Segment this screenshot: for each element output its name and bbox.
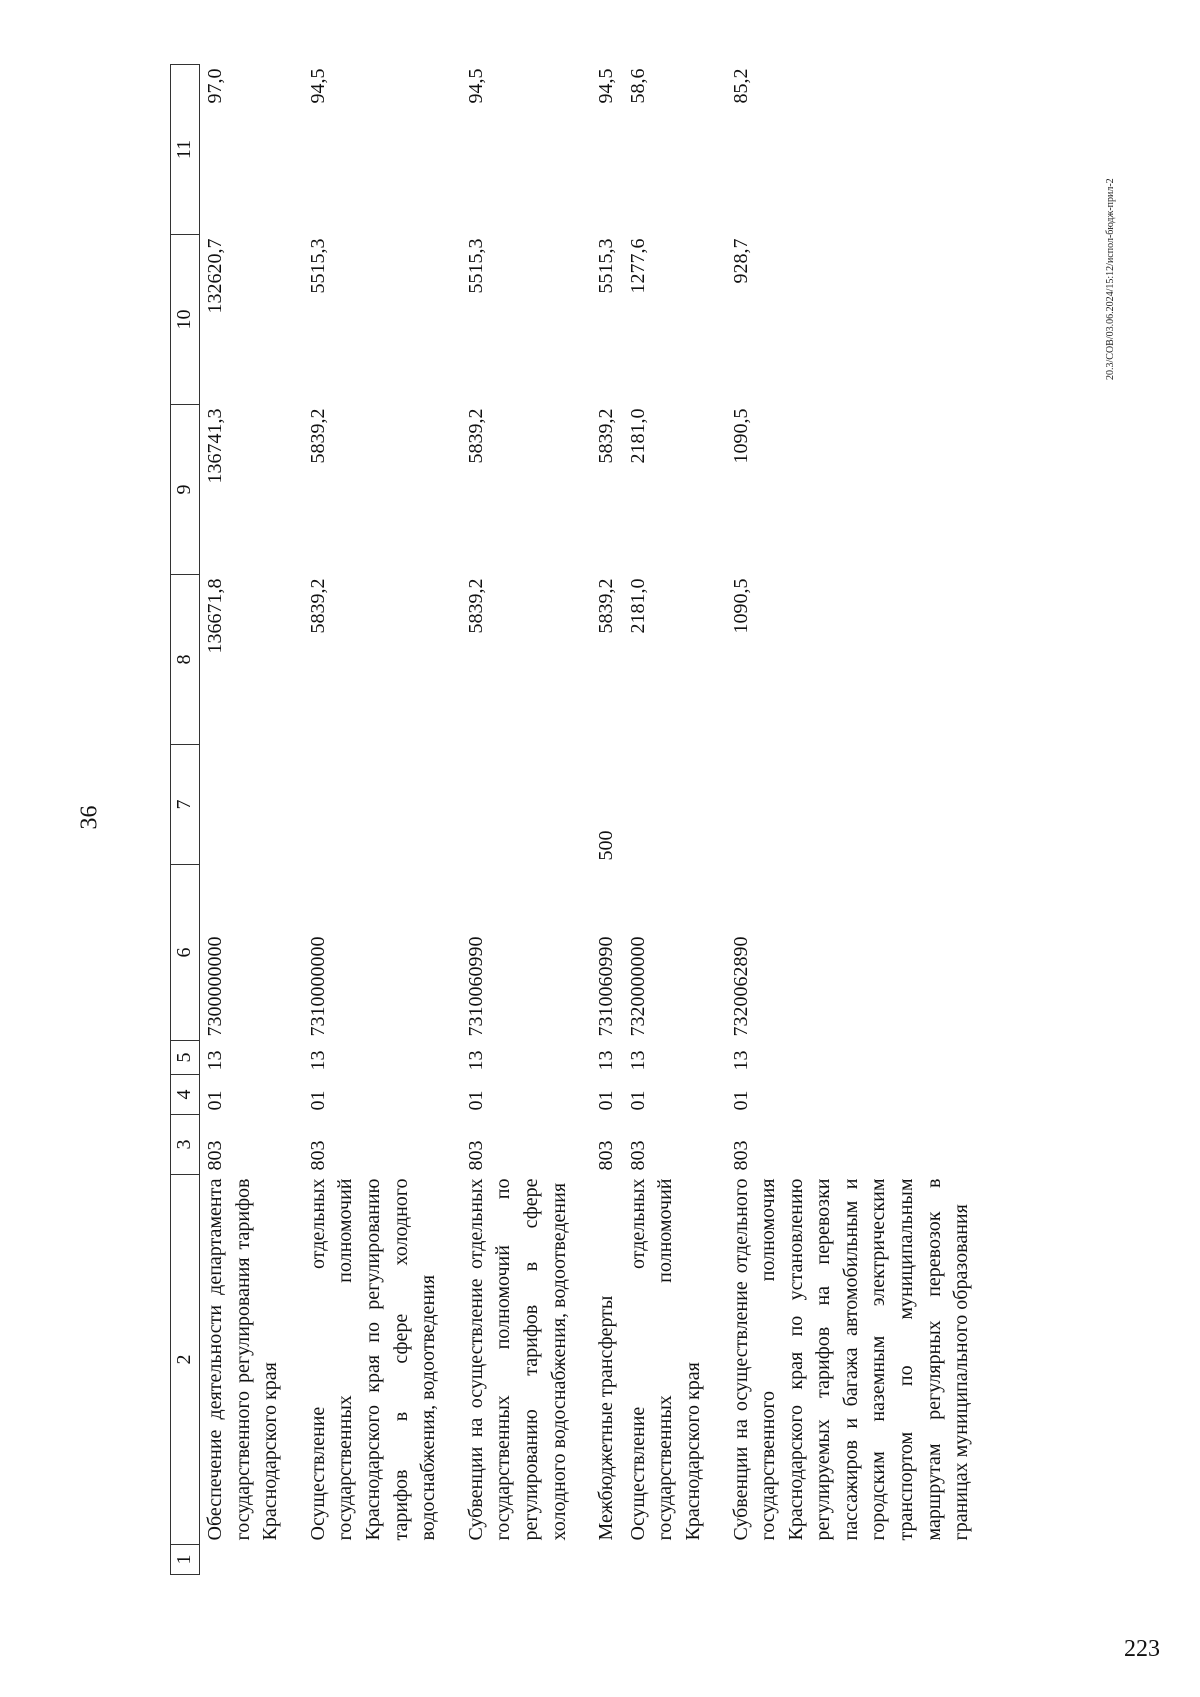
cell-col8: 5839,2 xyxy=(464,578,487,634)
cell-col11: 97,0 xyxy=(204,68,226,104)
cell-num xyxy=(445,1545,575,1575)
cell-col8: 2181,0 xyxy=(626,578,649,634)
cell-name: Субвенции на осуществление отдельного государственного полномочия Краснодарского края по установлению регулируемых тарифов на перевозки пассажиров и багажа автомобильным и городским наземным электрическим транспортом по муниципальным маршрутам регулярных перевозок в границах муниципального образования xyxy=(729,1178,973,1541)
header-cell: 3 xyxy=(171,1115,200,1175)
cell-csr: 7300000000 xyxy=(204,936,226,1037)
cell-pr: 13 xyxy=(595,1050,618,1071)
cell-vr xyxy=(710,745,978,865)
cell-col11: 94,5 xyxy=(595,68,618,104)
cell-col11: 94,5 xyxy=(464,68,487,104)
cell-vr xyxy=(287,745,445,865)
cell-col10: 5515,3 xyxy=(464,238,487,294)
header-cell: 5 xyxy=(171,1041,200,1075)
header-cell: 7 xyxy=(171,745,200,865)
table-header xyxy=(171,65,200,1575)
budget-table xyxy=(170,64,978,1575)
header-cell: 11 xyxy=(171,65,200,235)
cell-ved: 803 xyxy=(464,1140,487,1171)
cell-col10: 132620,7 xyxy=(204,238,226,314)
cell-col10: 1277,6 xyxy=(626,238,649,294)
cell-col10: 5515,3 xyxy=(595,238,618,294)
cell-col9: 5839,2 xyxy=(464,408,487,464)
cell-name: Субвенции на осуществление отдельных государственных полномочий по регулированию тарифов в сфере холодного водоснабжения, водоотведения xyxy=(464,1178,570,1541)
header-cell: 9 xyxy=(171,405,200,575)
header-cell: 1 xyxy=(171,1545,200,1575)
cell-name: Межбюджетные трансферты xyxy=(595,1295,618,1541)
cell-col9: 5839,2 xyxy=(306,408,329,464)
table-row xyxy=(445,65,575,1575)
cell-col10: 928,7 xyxy=(729,238,752,284)
cell-col11: 85,2 xyxy=(729,68,752,104)
cell-ved: 803 xyxy=(204,1140,226,1171)
cell-csr: 7320000000 xyxy=(626,936,649,1037)
cell-num xyxy=(287,1545,445,1575)
cell-pr: 13 xyxy=(464,1050,487,1071)
cell-csr: 7310060990 xyxy=(464,936,487,1037)
cell-pr: 13 xyxy=(729,1050,752,1071)
cell-pr: 13 xyxy=(626,1050,649,1071)
document-code: 20.3/СОВ/03.06.2024/15:12/испол-бюдж-прил-2 xyxy=(1105,178,1116,380)
header-cell: 8 xyxy=(171,575,200,745)
cell-num xyxy=(623,1545,710,1575)
table-row xyxy=(287,65,445,1575)
cell-col9: 5839,2 xyxy=(595,408,618,464)
cell-name: Осуществление отдельных государственных полномочий Краснодарского края по регулированию тарифов в сфере холодного водоснабжения, водоотведения xyxy=(306,1178,440,1541)
cell-rz: 01 xyxy=(306,1090,329,1111)
cell-col8: 5839,2 xyxy=(306,578,329,634)
table-row xyxy=(200,65,287,1575)
cell-col8: 5839,2 xyxy=(595,578,618,634)
cell-rz: 01 xyxy=(595,1090,618,1111)
cell-col9: 1090,5 xyxy=(729,408,752,464)
page-number: 36 xyxy=(76,805,103,830)
header-cell: 10 xyxy=(171,235,200,405)
cell-col11: 94,5 xyxy=(306,68,329,104)
cell-vr xyxy=(445,745,575,865)
cell-ved: 803 xyxy=(595,1140,618,1171)
cell-vr xyxy=(200,745,287,865)
cell-csr: 7320062890 xyxy=(729,936,752,1037)
cell-num xyxy=(710,1545,978,1575)
cell-col8: 1090,5 xyxy=(729,578,752,634)
cell-ved: 803 xyxy=(306,1140,329,1171)
cell-pr: 13 xyxy=(306,1050,329,1071)
cell-ved: 803 xyxy=(729,1140,752,1171)
sheet-number: 223 xyxy=(1124,1636,1160,1662)
cell-rz: 01 xyxy=(729,1090,752,1111)
cell-csr: 7310060990 xyxy=(595,936,618,1037)
cell-name: Осуществление отдельных государственных полномочий Краснодарского края xyxy=(626,1178,704,1541)
cell-col9: 136741,3 xyxy=(204,408,226,484)
cell-num xyxy=(575,1545,623,1575)
table-row xyxy=(710,65,978,1575)
cell-col10: 5515,3 xyxy=(306,238,329,294)
cell-vr: 500 xyxy=(595,830,618,861)
cell-col9: 2181,0 xyxy=(626,408,649,464)
cell-rz: 01 xyxy=(626,1090,649,1111)
rotated-table-container xyxy=(170,65,1010,1575)
cell-vr xyxy=(623,745,710,865)
cell-col11: 58,6 xyxy=(626,68,649,104)
table-row xyxy=(623,65,710,1575)
cell-rz: 01 xyxy=(464,1090,487,1111)
cell-ved: 803 xyxy=(626,1140,649,1171)
header-cell: 6 xyxy=(171,865,200,1041)
cell-num xyxy=(200,1545,287,1575)
cell-rz: 01 xyxy=(204,1090,226,1111)
header-cell: 4 xyxy=(171,1075,200,1115)
cell-name: Обеспечение деятельности департамента государственного регулирования тарифов Краснодарского края xyxy=(204,1178,282,1541)
cell-csr: 7310000000 xyxy=(306,936,329,1037)
table-row xyxy=(575,65,623,1575)
cell-pr: 13 xyxy=(204,1050,226,1071)
header-cell: 2 xyxy=(171,1175,200,1545)
cell-col8: 136671,8 xyxy=(204,578,226,654)
